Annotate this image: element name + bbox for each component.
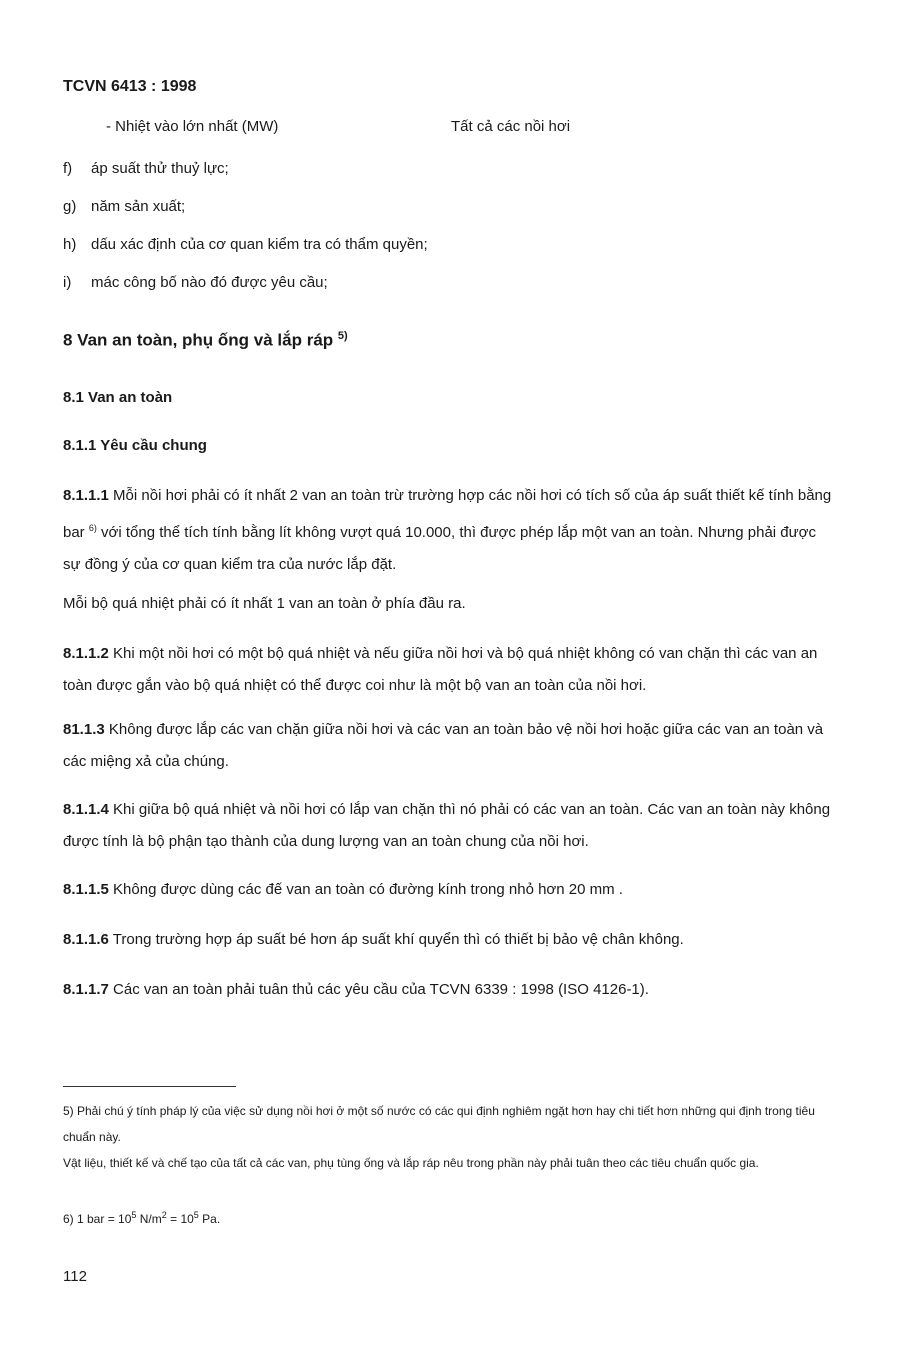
footnote-6 <box>63 1202 835 1232</box>
footnote-6-text: = 10 <box>166 1212 194 1226</box>
section-8-heading <box>63 330 348 351</box>
clause-number: 8.1.1.4 <box>63 801 109 818</box>
section-8-1-heading: 8.1 Van an toàn <box>63 389 173 406</box>
list-item-text: mác công bố nào đó được yêu cầu; <box>91 274 328 291</box>
exponent: 5 <box>193 1210 199 1220</box>
footnote-6-text: Pa. <box>198 1212 221 1226</box>
paragraph-text: với tổng thể tích tính bằng lít không vượt quá 10.000, thì được phép lắp một van an toàn. Nhưng phải được sự đồng ý của cơ quan kiểm tra của nước lắp đặt. <box>63 524 817 573</box>
footnote-5: 5) Phải chú ý tính pháp lý của việc sử dụng nồi hơi ở một số nước có các qui định nghiêm ngặt hơn hay chi tiết hơn những qui định trong tiêu chuẩn này. <box>63 1104 815 1144</box>
paragraph-text: Các van an toàn phải tuân thủ các yêu cầu của TCVN 6339 : 1998 (ISO 4126-1). <box>113 981 649 998</box>
list-item-label: i) <box>63 274 72 291</box>
paragraph-text: Mỗi nồi hơi phải có ít nhất 2 van an toàn trừ trường hợp các nồi hơi có tích số của áp suất thiết kế tính bằng bar <box>63 487 832 541</box>
dash-row-right: Tất cả các nồi hơi <box>451 118 571 135</box>
paragraph-text: Không được lắp các van chặn giữa nồi hơi và các van an toàn bảo vệ nồi hơi hoặc giữa các van an toàn và các miệng xả của chúng. <box>63 721 824 770</box>
dash-row-left: - Nhiệt vào lớn nhất (MW) <box>106 118 279 135</box>
footnote-separator <box>63 1086 236 1087</box>
list-item-label: g) <box>63 198 77 215</box>
list-item-label: h) <box>63 236 77 253</box>
clause-number: 81.1.3 <box>63 721 105 738</box>
standard-header: TCVN 6413 : 1998 <box>63 78 197 95</box>
paragraph-8-1-1-2 <box>63 638 835 702</box>
footnote-5-continued: Vật liệu, thiết kế và chế tạo của tất cả các van, phụ tùng ống và lắp ráp nêu trong phần này phải tuân theo các tiêu chuẩn quốc gia. <box>63 1156 759 1170</box>
list-item-text: áp suất thử thuỷ lực; <box>91 160 229 177</box>
paragraph-8-1-1-7 <box>63 974 835 1006</box>
paragraph-8-1-1-1 <box>63 480 835 581</box>
clause-number: 8.1.1.6 <box>63 931 109 948</box>
paragraph-8-1-1-4 <box>63 794 835 858</box>
dash-row <box>106 118 571 135</box>
clause-number: 8.1.1.2 <box>63 645 109 662</box>
list-item <box>63 198 185 215</box>
paragraph-text: Trong trường hợp áp suất bé hơn áp suất khí quyển thì có thiết bị bảo vệ chân không. <box>112 931 684 948</box>
footnote-ref: 6) <box>88 523 97 533</box>
page-number: 112 <box>63 1268 87 1285</box>
clause-number: 8.1.1.7 <box>63 981 109 998</box>
list-item <box>63 160 229 177</box>
clause-number: 8.1.1.5 <box>63 881 109 898</box>
footnote-6-text: N/m <box>136 1212 162 1226</box>
paragraph-superheater: Mỗi bộ quá nhiệt phải có ít nhất 1 van an toàn ở phía đầu ra. <box>63 595 466 612</box>
exponent: 5 <box>131 1210 137 1220</box>
paragraph-text: Khi giữa bộ quá nhiệt và nồi hơi có lắp van chặn thì nó phải có các van an toàn. Các van an toàn này không được tính là bộ phận tạo thành của dung lượng van an toàn chung của nồi hơi. <box>63 801 831 850</box>
list-item <box>63 236 428 253</box>
paragraph-8-1-1-6 <box>63 924 835 956</box>
paragraph-8-1-1-5 <box>63 874 835 906</box>
paragraph-text: Khi một nồi hơi có một bộ quá nhiệt và nếu giữa nồi hơi và bộ quá nhiệt không có van chặn thì các van an toàn được gắn vào bộ quá nhiệt có thể được coi như là một bộ van an toàn của nồi hơi. <box>63 645 818 694</box>
section-8-title: 8 Van an toàn, phụ ống và lắp ráp <box>63 330 334 350</box>
section-8-footnote-ref: 5) <box>337 330 348 342</box>
list-item-label: f) <box>63 160 73 177</box>
list-item-text: dấu xác định của cơ quan kiểm tra có thẩm quyền; <box>91 236 428 253</box>
paragraph-text: Không được dùng các đế van an toàn có đường kính trong nhỏ hơn 20 mm . <box>113 881 623 898</box>
list-item-text: năm sản xuất; <box>91 198 186 215</box>
paragraph-8-1-1-3 <box>63 714 835 778</box>
footnote-6-text: 6) 1 bar = 10 <box>63 1212 132 1226</box>
section-8-1-1-heading: 8.1.1 Yêu cầu chung <box>63 437 207 454</box>
clause-number: 8.1.1.1 <box>63 487 109 504</box>
list-item <box>63 274 328 291</box>
exponent: 2 <box>161 1210 167 1220</box>
